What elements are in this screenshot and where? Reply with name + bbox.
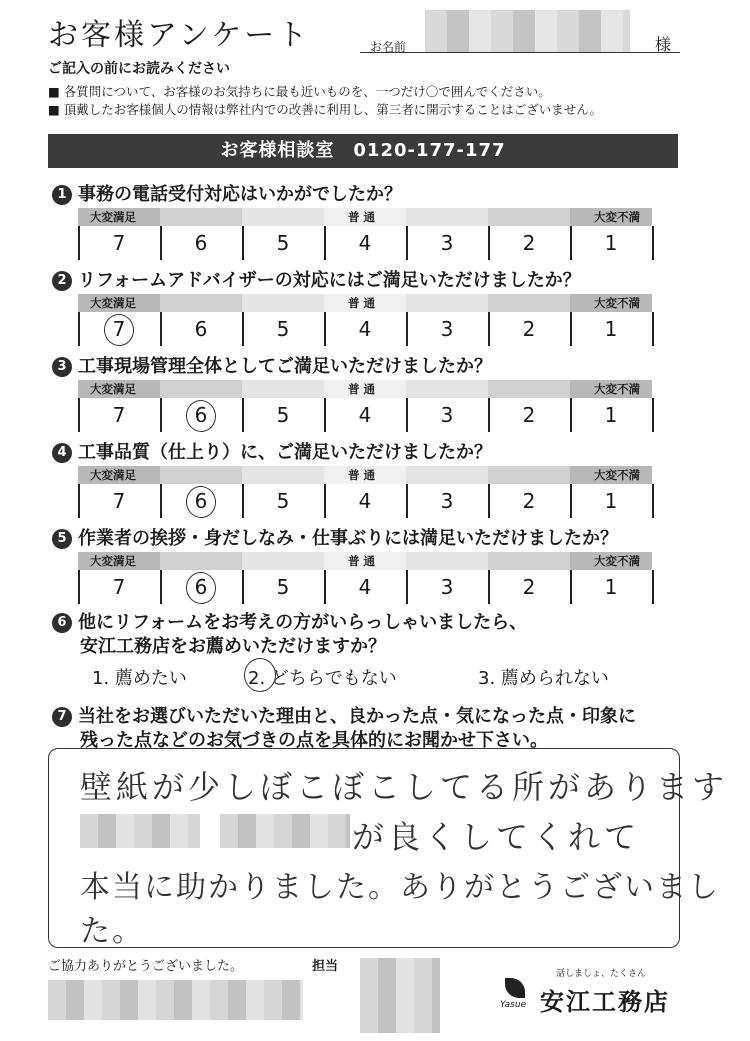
rating-option[interactable]: 5 xyxy=(276,403,290,427)
scale-divider xyxy=(78,226,80,260)
question-number-badge: 2 xyxy=(52,271,72,291)
thanks-text: ご協力ありがとうございました。 xyxy=(48,959,244,974)
rating-option[interactable]: 7 xyxy=(112,231,126,255)
question-7-line1: 当社をお選びいただいた理由と、良かった点・気になった点・印象に xyxy=(78,706,636,727)
rating-option[interactable]: 7 xyxy=(112,489,126,513)
leaf-logo-icon xyxy=(505,978,525,998)
scale-label-left: 大変満足 xyxy=(90,554,136,568)
scale-divider xyxy=(406,226,408,260)
rating-scale xyxy=(78,294,652,354)
question-number-badge: 3 xyxy=(52,357,72,377)
scale-divider xyxy=(242,398,244,432)
scale-divider xyxy=(652,312,654,346)
scale-divider xyxy=(324,484,326,518)
rating-option[interactable]: 5 xyxy=(276,317,290,341)
question-number-badge: 4 xyxy=(52,443,72,463)
circled-answer-mark xyxy=(184,398,218,434)
scale-divider xyxy=(242,312,244,346)
rating-option[interactable]: 6 xyxy=(160,398,242,432)
scale-label-right: 大変不満 xyxy=(594,468,640,482)
question-text: リフォームアドバイザーの対応にはご満足いただけましたか？ xyxy=(78,270,581,291)
comment-line-3: 本当に助かりました。ありがとうございました。 xyxy=(80,870,720,949)
question-7 xyxy=(52,702,636,728)
rating-option[interactable]: 3 xyxy=(440,575,454,599)
rating-option[interactable]: 5 xyxy=(276,231,290,255)
scale-divider xyxy=(324,226,326,260)
rating-option[interactable]: 2 xyxy=(522,575,536,599)
rating-option[interactable]: 2 xyxy=(522,317,536,341)
question-6-line1: 他にリフォームをお考えの方がいらっしゃいましたら、 xyxy=(78,612,528,633)
scale-divider xyxy=(652,570,654,604)
scale-divider xyxy=(570,398,572,432)
rating-option[interactable]: 7 xyxy=(112,575,126,599)
question-number-badge: 7 xyxy=(52,707,72,727)
name-suffix: 様 xyxy=(655,35,672,54)
scale-divider xyxy=(324,398,326,432)
scale-divider xyxy=(160,398,162,432)
scale-divider xyxy=(78,570,80,604)
scale-divider xyxy=(652,226,654,260)
rating-option[interactable]: 5 xyxy=(276,489,290,513)
option-1[interactable]: 1. 薦めたい xyxy=(92,668,187,689)
scale-label-middle: 普 通 xyxy=(348,296,376,310)
comment-line-1: 壁紙が少しぼこぼこしてる所があります xyxy=(80,768,729,806)
question-6 xyxy=(52,608,527,634)
comment-line-2: が良くしてくれて xyxy=(352,818,641,856)
option-2[interactable]: 2. どちらでもない xyxy=(248,668,397,689)
question-5 xyxy=(52,524,618,550)
scale-divider xyxy=(406,484,408,518)
rating-option[interactable]: 7 xyxy=(78,312,160,346)
logo-tagline: 話しましょ、たくさん xyxy=(556,969,647,979)
question-text: 工事品質（仕上り）に、ご満足いただけましたか？ xyxy=(78,442,492,463)
company-logo: 安江工務店 xyxy=(540,988,670,1016)
scale-divider xyxy=(324,312,326,346)
note-1: ■ 各質問について、お客様のお気持ちに最も近いものを、一つだけ〇で囲んでください。 xyxy=(48,82,551,100)
rating-scale xyxy=(78,466,652,526)
question-number-badge: 5 xyxy=(52,529,72,549)
rating-option[interactable]: 2 xyxy=(522,489,536,513)
scale-divider xyxy=(488,398,490,432)
scale-divider xyxy=(570,226,572,260)
scale-label-left: 大変満足 xyxy=(90,382,136,396)
scale-divider xyxy=(324,570,326,604)
circled-answer-mark xyxy=(184,484,218,520)
question-3 xyxy=(52,352,492,378)
scale-divider xyxy=(242,570,244,604)
name-redacted xyxy=(425,10,630,52)
scale-divider xyxy=(570,484,572,518)
question-number-badge: 6 xyxy=(52,613,72,633)
scale-label-middle: 普 通 xyxy=(348,382,376,396)
rating-option[interactable]: 4 xyxy=(358,403,372,427)
scale-label-left: 大変満足 xyxy=(90,468,136,482)
question-text: 作業者の挨拶・身だしなみ・仕事ぶりには満足いただけましたか？ xyxy=(78,528,618,549)
rating-option[interactable]: 2 xyxy=(522,231,536,255)
rating-option[interactable]: 7 xyxy=(112,403,126,427)
rating-option[interactable]: 4 xyxy=(358,575,372,599)
rating-option[interactable]: 3 xyxy=(440,317,454,341)
staff-redacted xyxy=(360,958,440,1033)
rating-option[interactable]: 1 xyxy=(604,489,618,513)
scale-divider xyxy=(488,570,490,604)
rating-option[interactable]: 5 xyxy=(276,575,290,599)
scale-divider xyxy=(652,398,654,432)
scale-divider xyxy=(78,484,80,518)
scale-label-middle: 普 通 xyxy=(348,468,376,482)
rating-scale xyxy=(78,380,652,440)
rating-option[interactable]: 6 xyxy=(160,484,242,518)
scale-divider xyxy=(78,398,80,432)
scale-label-right: 大変不満 xyxy=(594,296,640,310)
rating-option[interactable]: 4 xyxy=(358,317,372,341)
question-2 xyxy=(52,266,581,292)
scale-divider xyxy=(406,398,408,432)
rating-option[interactable]: 4 xyxy=(358,489,372,513)
redacted-name-1 xyxy=(80,814,200,848)
circled-answer-mark xyxy=(102,312,136,348)
rating-option[interactable]: 6 xyxy=(160,570,242,604)
address-redacted xyxy=(48,980,303,1020)
rating-option[interactable]: 6 xyxy=(194,317,208,341)
question-1 xyxy=(52,180,402,206)
rating-option[interactable]: 1 xyxy=(604,317,618,341)
scale-divider xyxy=(488,484,490,518)
scale-divider xyxy=(652,484,654,518)
scale-divider xyxy=(242,226,244,260)
name-label: お名前 xyxy=(370,40,407,54)
scale-divider xyxy=(160,484,162,518)
rating-option[interactable]: 3 xyxy=(440,489,454,513)
rating-option[interactable]: 1 xyxy=(604,575,618,599)
rating-scale xyxy=(78,208,652,268)
redacted-name-2 xyxy=(220,814,350,848)
scale-divider xyxy=(160,312,162,346)
rating-scale xyxy=(78,552,652,612)
rating-option[interactable]: 4 xyxy=(358,231,372,255)
scale-label-left: 大変満足 xyxy=(90,210,136,224)
question-text: 事務の電話受付対応はいかがでしたか？ xyxy=(78,184,402,205)
scale-divider xyxy=(406,312,408,346)
scale-divider xyxy=(160,570,162,604)
scale-divider xyxy=(570,570,572,604)
scale-divider xyxy=(78,312,80,346)
question-6-line2: 安江工務店をお薦めいただけますか？ xyxy=(80,636,386,657)
scale-label-right: 大変不満 xyxy=(594,382,640,396)
rating-option[interactable]: 3 xyxy=(440,403,454,427)
scale-label-middle: 普 通 xyxy=(348,210,376,224)
rating-option[interactable]: 6 xyxy=(194,231,208,255)
question-7-line2: 残った点などのお気づきの点を具体的にお聞かせ下さい。 xyxy=(80,730,548,751)
name-underline xyxy=(360,52,680,53)
rating-option[interactable]: 2 xyxy=(522,403,536,427)
rating-option[interactable]: 1 xyxy=(604,231,618,255)
circled-answer-mark xyxy=(184,570,218,606)
question-number-badge: 1 xyxy=(52,185,72,205)
scale-label-right: 大変不満 xyxy=(594,554,640,568)
scale-divider xyxy=(242,484,244,518)
rating-option[interactable]: 1 xyxy=(604,403,618,427)
option-2-circled-mark xyxy=(244,658,276,692)
scale-divider xyxy=(570,312,572,346)
rating-option[interactable]: 3 xyxy=(440,231,454,255)
scale-label-middle: 普 通 xyxy=(348,554,376,568)
scale-label-left: 大変満足 xyxy=(90,296,136,310)
scale-divider xyxy=(488,312,490,346)
scale-label-right: 大変不満 xyxy=(594,210,640,224)
hotline-banner: お客様相談室 0120-177-177 xyxy=(48,134,678,168)
staff-label: 担当 xyxy=(312,959,339,974)
question-4 xyxy=(52,438,492,464)
note-2: ■ 頂戴したお客様個人の情報は弊社内での改善に利用し、第三者に開示することはございません。 xyxy=(48,100,602,118)
readme-heading: ご記入の前にお読みください xyxy=(48,61,230,77)
scale-divider xyxy=(406,570,408,604)
option-3[interactable]: 3. 薦められない xyxy=(478,668,609,689)
scale-divider xyxy=(160,226,162,260)
question-text: 工事現場管理全体としてご満足いただけましたか？ xyxy=(78,356,492,377)
logo-sub: Yasue xyxy=(500,1000,527,1010)
survey-title: お客様アンケート xyxy=(48,18,311,53)
scale-divider xyxy=(488,226,490,260)
